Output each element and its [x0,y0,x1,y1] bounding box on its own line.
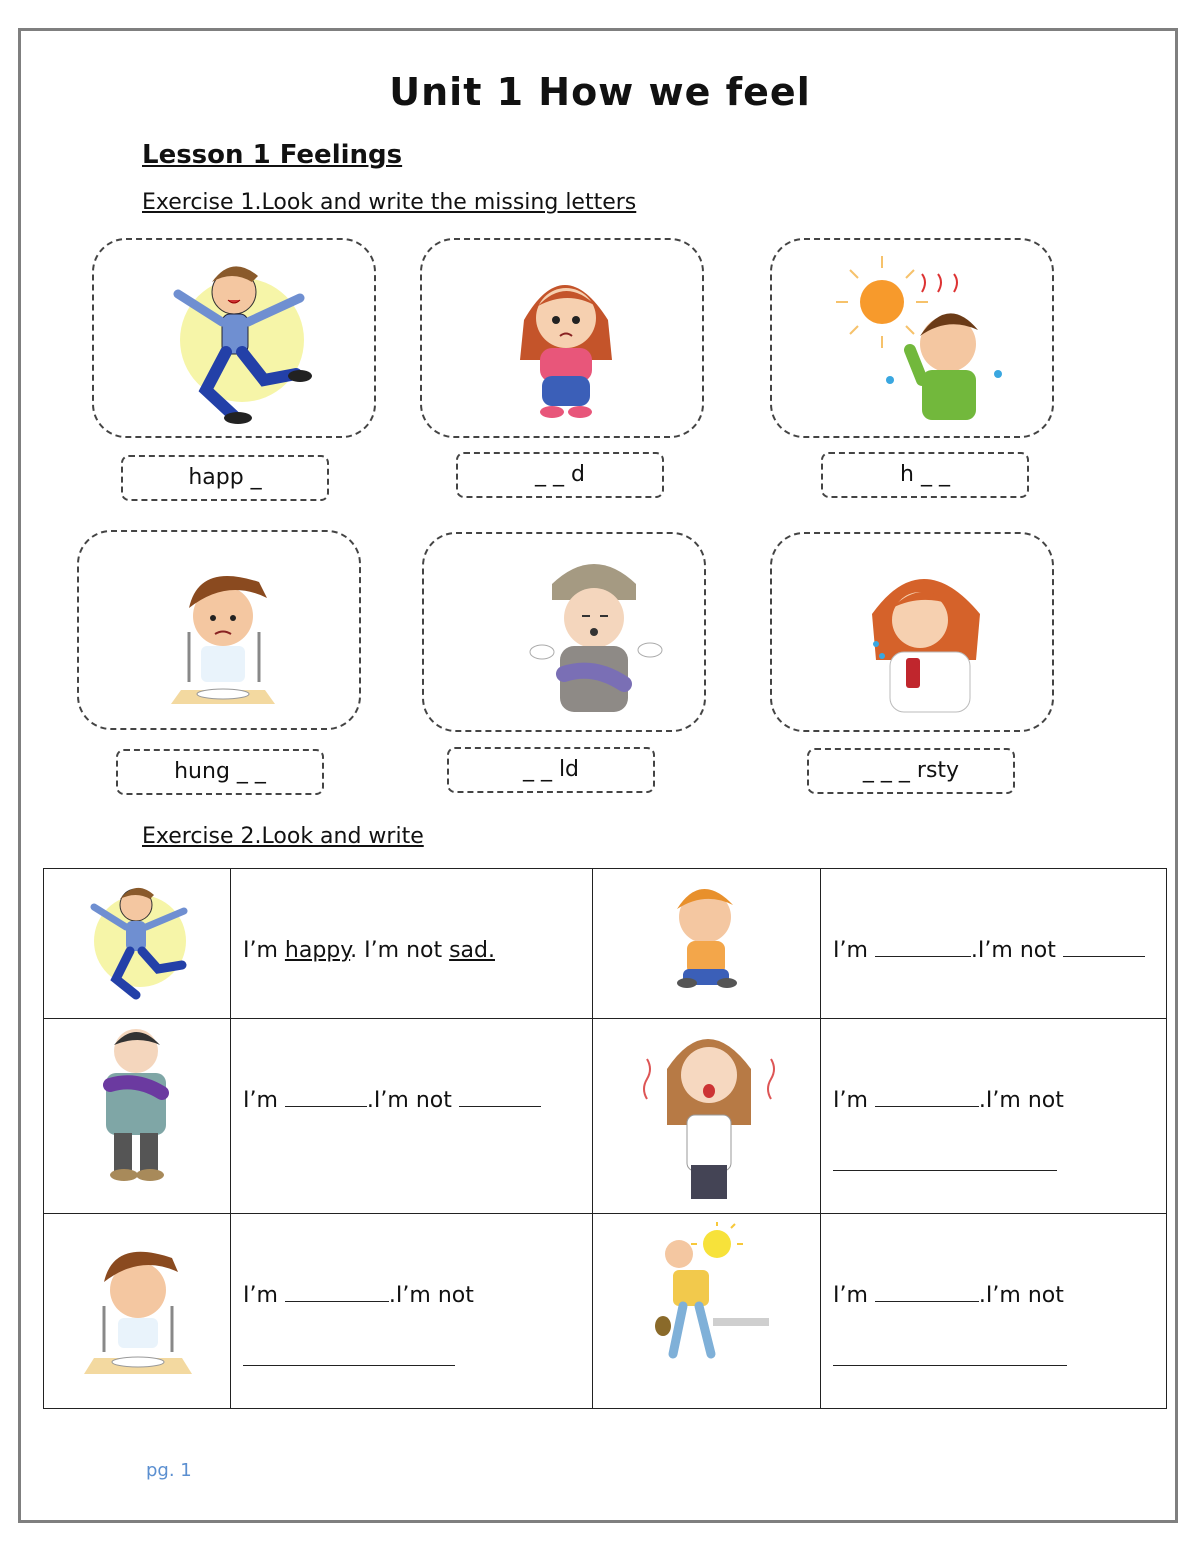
sentence [821,869,1166,983]
sad-girl-illustration [422,240,706,440]
sentence-im-not: .I’m not [970,938,1056,963]
happy-boy-icon [44,869,231,1014]
thirsty-girl-illustration [772,534,1056,734]
sentence-im: I’m [833,1088,868,1113]
blank-line[interactable] [875,1279,979,1302]
sentence-cell [231,869,593,1019]
answer-box-thirsty[interactable]: _ _ _ rsty [807,748,1015,794]
page-number: pg. 1 [146,1460,192,1481]
cold-man-icon [44,1019,231,1209]
hot-woman-icon [593,1019,821,1209]
sentence-im-not: .I’m not [978,1283,1064,1308]
sad-boy-icon [593,869,821,1014]
sentence-im: I’m [833,1283,868,1308]
sentence-im-not: .I’m not [978,1088,1064,1113]
picture-thirsty-girl [770,532,1054,732]
example-answer-sad: sad. [449,938,495,963]
lesson-heading: Lesson 1 Feelings [142,140,403,170]
picture-cold-man [422,532,706,732]
blank-line[interactable] [833,1148,1057,1171]
thirsty-man-icon [593,1214,821,1404]
blank-line[interactable] [1063,934,1145,957]
sentence [231,1214,592,1392]
sentence [821,1019,1166,1197]
picture-hungry-boy [77,530,361,730]
exercise1-heading: Exercise 1.Look and write the missing letters [142,190,637,215]
example-answer-happy: happy [284,938,351,963]
hungry-boy-illustration [79,532,363,732]
blank-line[interactable] [285,1279,389,1302]
sentence-cell [231,1019,593,1214]
blank-line[interactable] [875,1084,979,1107]
hungry-boy-icon [44,1214,231,1404]
picture-sad-girl [420,238,704,438]
sentence [821,1214,1166,1392]
sentence-cell [821,869,1167,1019]
sentence-im-not: . I’m not [350,938,443,963]
answer-box-hungry[interactable]: hung _ _ [116,749,324,795]
picture-cell-hot [593,1019,821,1214]
sentence-cell [231,1214,593,1409]
blank-line[interactable] [875,934,971,957]
answer-box-happy[interactable]: happ _ [121,455,329,501]
picture-cell-thirsty [593,1214,821,1409]
answer-box-cold[interactable]: _ _ ld [447,747,655,793]
answer-box-sad[interactable]: _ _ d [456,452,664,498]
sentence-im: I’m [243,938,278,963]
page-title: Unit 1 How we feel [389,70,811,114]
sentence [231,1019,592,1133]
sentence-im: I’m [833,938,868,963]
happy-boy-illustration [94,240,378,440]
table-row [44,1214,1167,1409]
picture-cell-cold [44,1019,231,1214]
picture-cell-hungry [44,1214,231,1409]
table-row [44,1019,1167,1214]
exercise2-heading: Exercise 2.Look and write [142,824,424,849]
picture-happy-boy [92,238,376,438]
blank-line[interactable] [459,1084,541,1107]
blank-line[interactable] [243,1343,455,1366]
table-row [44,869,1167,1019]
sentence-cell [821,1214,1167,1409]
blank-line[interactable] [833,1343,1067,1366]
exercise2-table [43,868,1167,1409]
blank-line[interactable] [285,1084,367,1107]
sentence-im-not: .I’m not [388,1283,474,1308]
sentence-im-not: .I’m not [366,1088,452,1113]
sentence-im: I’m [243,1088,278,1113]
answer-box-hot[interactable]: h _ _ [821,452,1029,498]
sentence-im: I’m [243,1283,278,1308]
picture-hot-boy [770,238,1054,438]
picture-cell-sad [593,869,821,1019]
hot-boy-illustration [772,240,1056,440]
cold-man-illustration [424,534,708,734]
sentence-cell [821,1019,1167,1214]
picture-cell-happy [44,869,231,1019]
sentence [231,869,592,983]
